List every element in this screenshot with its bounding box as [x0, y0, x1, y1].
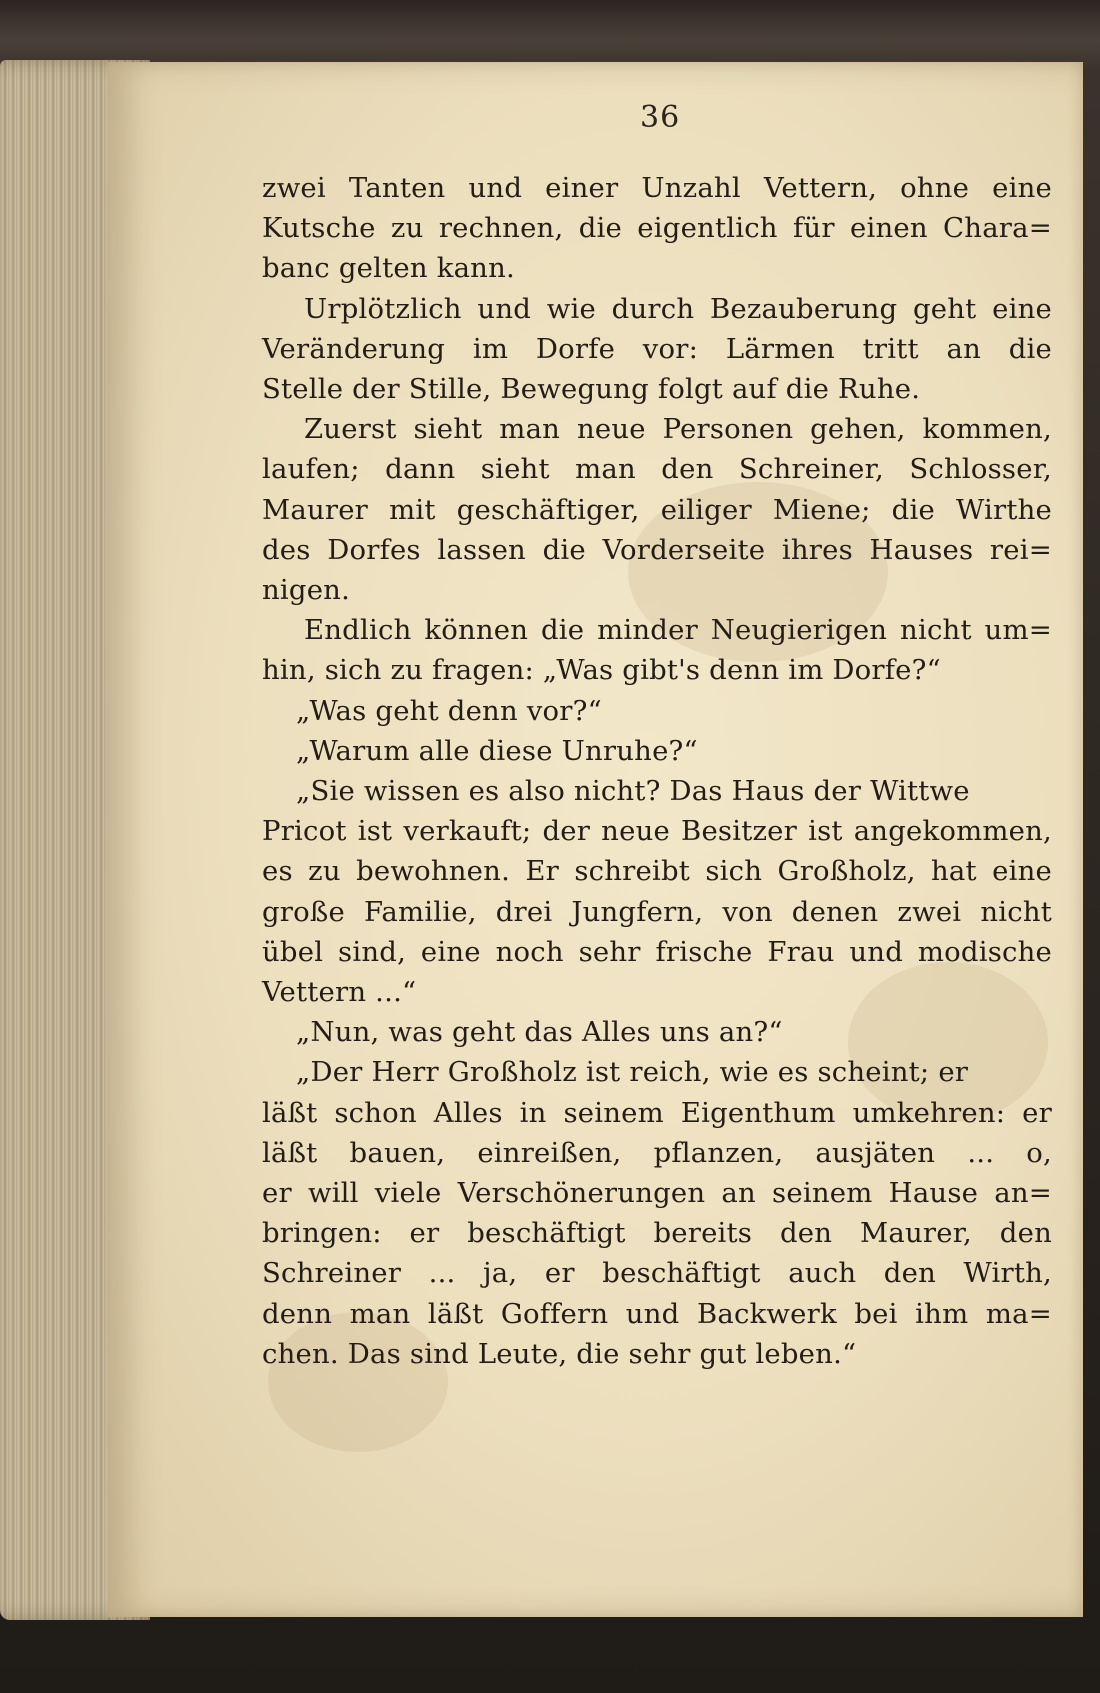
text-line: „Der Herr Großholz ist reich, wie es scheint; er	[296, 1056, 969, 1089]
text-line: Pricot ist verkauft; der neue Besitzer ist angekommen,	[262, 815, 1052, 848]
text-line: „Was geht denn vor?“	[296, 694, 602, 727]
text-line: „Warum alle diese Unruhe?“	[296, 734, 698, 767]
text-line: Schreiner ... ja, er beschäftigt auch den Wirth,	[262, 1257, 1052, 1290]
text-line: Veränderung im Dorfe vor: Lärmen tritt an die	[262, 332, 1052, 365]
text-line: banc gelten kann.	[262, 252, 515, 285]
text-line: „Sie wissen es also nicht? Das Haus der Wittwe	[296, 775, 970, 808]
text-line: Kutsche zu rechnen, die eigentlich für einen Chara=	[262, 212, 1052, 245]
text-line: er will viele Verschönerungen an seinem Hause an=	[262, 1177, 1052, 1210]
text-line: chen. Das sind Leute, die sehr gut leben.“	[262, 1337, 857, 1370]
text-line: Vettern ...“	[262, 976, 417, 1009]
text-line: Maurer mit geschäftiger, eiliger Miene; die Wirthe	[262, 493, 1052, 526]
text-line: des Dorfes lassen die Vorderseite ihres Hauses rei=	[262, 533, 1052, 566]
text-line: nigen.	[262, 574, 351, 607]
text-line: übel sind, eine noch sehr frische Frau und modische	[262, 935, 1052, 968]
body-text	[262, 168, 1052, 1374]
text-line: „Nun, was geht das Alles uns an?“	[296, 1016, 783, 1049]
text-line: Urplötzlich und wie durch Bezauberung geht eine	[304, 292, 1052, 325]
page-number: 36	[640, 100, 681, 135]
text-line: läßt schon Alles in seinem Eigenthum umkehren: er	[262, 1096, 1052, 1129]
text-line: denn man läßt Goffern und Backwerk bei ihm ma=	[262, 1297, 1052, 1330]
text-line: zwei Tanten und einer Unzahl Vettern, ohne eine	[262, 172, 1052, 204]
text-line: bringen: er beschäftigt bereits den Maurer, den	[262, 1217, 1052, 1250]
text-line: Endlich können die minder Neugierigen nicht um=	[304, 614, 1052, 647]
text-line: es zu bewohnen. Er schreibt sich Großholz, hat eine	[262, 855, 1052, 888]
text-line: Stelle der Stille, Bewegung folgt auf die Ruhe.	[262, 373, 921, 406]
text-line: Zuerst sieht man neue Personen gehen, kommen,	[304, 413, 1052, 446]
text-line: laufen; dann sieht man den Schreiner, Schlosser,	[262, 453, 1052, 486]
text-line: läßt bauen, einreißen, pflanzen, ausjäten ... o,	[262, 1136, 1052, 1169]
text-line: hin, sich zu fragen: „Was gibt's denn im Dorfe?“	[262, 654, 941, 687]
text-line: große Familie, drei Jungfern, von denen zwei nicht	[262, 895, 1052, 928]
